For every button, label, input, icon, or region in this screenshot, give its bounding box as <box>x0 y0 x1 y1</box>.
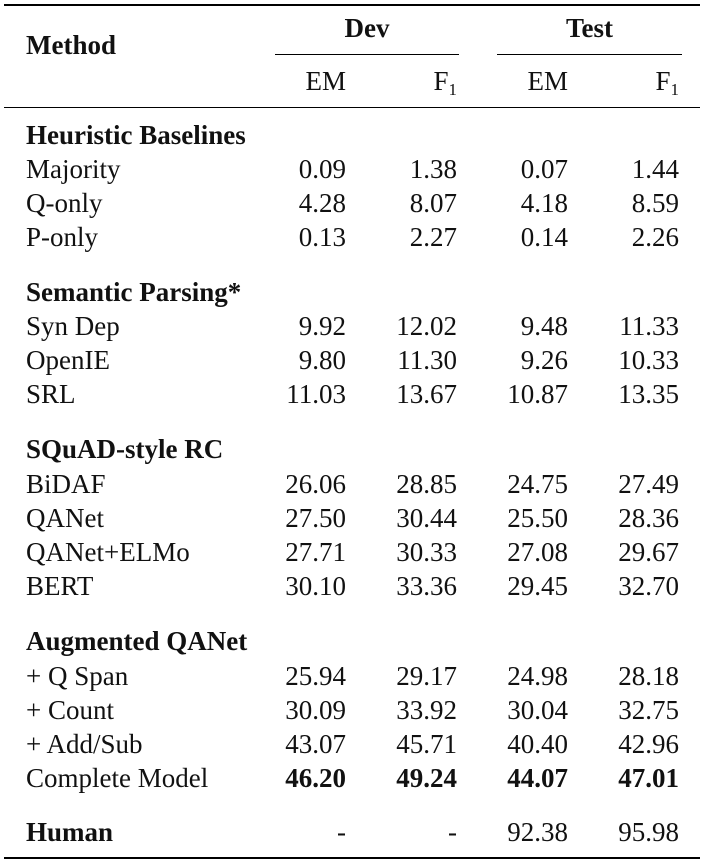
section-title: Augmented QANet <box>26 626 248 656</box>
test-f1-value: 13.35 <box>618 379 679 409</box>
row-name: + Count <box>26 695 114 725</box>
dev-f1-value: 2.27 <box>409 222 457 252</box>
f1-main: F <box>433 66 449 96</box>
dev-f1-value: - <box>448 817 457 847</box>
dev-f1-value: 13.67 <box>396 379 457 409</box>
dev-em-value: 43.07 <box>285 729 346 759</box>
dev-f1-value: 12.02 <box>396 311 457 341</box>
test-em-value: 92.38 <box>507 817 568 847</box>
row-name: Majority <box>26 154 121 184</box>
dev-em-value: 0.13 <box>298 222 346 252</box>
test-em-value: 24.75 <box>507 469 568 499</box>
row-name: QANet <box>26 503 104 533</box>
dev-underline <box>275 54 459 55</box>
section-title: Heuristic Baselines <box>26 120 246 150</box>
test-em-value: 27.08 <box>507 537 568 567</box>
test-f1-value: 42.96 <box>618 729 679 759</box>
test-em-value: 30.04 <box>507 695 568 725</box>
dev-em-value: 30.10 <box>285 571 346 601</box>
test-em-value: 10.87 <box>507 379 568 409</box>
row-name: + Add/Sub <box>26 729 143 759</box>
dev-em-value: 27.71 <box>285 537 346 567</box>
dev-f1-value: 11.30 <box>397 345 457 375</box>
test-em-header: EM <box>527 66 568 96</box>
dev-f1-header <box>361 64 457 107</box>
row-name: Q-only <box>26 188 103 218</box>
dev-f1-value: 1.38 <box>409 154 457 184</box>
dev-em-value: 9.80 <box>298 345 346 375</box>
dev-f1-value: 33.36 <box>396 571 457 601</box>
test-underline <box>497 54 682 55</box>
f1-subscript: 1 <box>670 80 679 99</box>
row-name: Syn Dep <box>26 311 120 341</box>
dev-em-value: 4.28 <box>298 188 346 218</box>
row-name: QANet+ELMo <box>26 537 190 567</box>
test-f1-value: 1.44 <box>631 154 679 184</box>
dev-f1-value: 45.71 <box>396 729 457 759</box>
dev-em-value: 11.03 <box>286 379 346 409</box>
test-f1-value: 47.01 <box>618 763 679 793</box>
test-f1-value: 27.49 <box>618 469 679 499</box>
dev-em-value: 27.50 <box>285 503 346 533</box>
bottom-rule <box>4 857 700 859</box>
row-name: OpenIE <box>26 345 110 375</box>
dev-f1-value: 30.44 <box>396 503 457 533</box>
dev-em-value: 30.09 <box>285 695 346 725</box>
row-name: Complete Model <box>26 763 209 793</box>
test-f1-value: 29.67 <box>618 537 679 567</box>
section-title: SQuAD-style RC <box>26 434 224 464</box>
test-em-value: 44.07 <box>507 763 568 793</box>
dev-em-value: 9.92 <box>298 311 346 341</box>
test-em-value: 9.48 <box>520 311 568 341</box>
test-f1-value: 28.18 <box>618 661 679 691</box>
test-em-value: 0.14 <box>520 222 568 252</box>
test-em-value: 0.07 <box>520 154 568 184</box>
row-name: BiDAF <box>26 469 106 499</box>
test-f1-value: 32.70 <box>618 571 679 601</box>
row-name: SRL <box>26 379 76 409</box>
test-f1-value: 11.33 <box>619 311 679 341</box>
f1-main: F <box>655 66 671 96</box>
dev-f1-value: 49.24 <box>396 763 457 793</box>
test-f1-value: 10.33 <box>618 345 679 375</box>
dev-f1-value: 33.92 <box>396 695 457 725</box>
test-em-value: 25.50 <box>507 503 568 533</box>
test-f1-value: 28.36 <box>618 503 679 533</box>
dev-em-value: - <box>337 817 346 847</box>
dev-f1-value: 30.33 <box>396 537 457 567</box>
dev-em-value: 46.20 <box>285 763 346 793</box>
header-rule <box>4 107 700 108</box>
test-header: Test <box>565 13 613 43</box>
top-rule <box>4 4 700 6</box>
human-row-name: Human <box>26 817 114 847</box>
dev-f1-value: 29.17 <box>396 661 457 691</box>
dev-em-value: 0.09 <box>298 154 346 184</box>
row-name: BERT <box>26 571 94 601</box>
dev-f1-value: 8.07 <box>409 188 457 218</box>
test-f1-value: 95.98 <box>618 817 679 847</box>
test-em-value: 24.98 <box>507 661 568 691</box>
test-f1-header <box>583 64 679 107</box>
test-em-value: 9.26 <box>520 345 568 375</box>
dev-em-header: EM <box>305 66 346 96</box>
test-em-value: 4.18 <box>520 188 568 218</box>
dev-header: Dev <box>344 13 390 43</box>
dev-em-value: 26.06 <box>285 469 346 499</box>
dev-em-value: 25.94 <box>285 661 346 691</box>
test-f1-value: 2.26 <box>631 222 679 252</box>
test-f1-value: 8.59 <box>631 188 679 218</box>
section-title: Semantic Parsing* <box>26 277 242 307</box>
f1-subscript: 1 <box>448 80 457 99</box>
test-em-value: 29.45 <box>507 571 568 601</box>
method-header: Method <box>26 30 116 60</box>
dev-f1-value: 28.85 <box>396 469 457 499</box>
test-f1-value: 32.75 <box>618 695 679 725</box>
row-name: P-only <box>26 222 99 252</box>
row-name: + Q Span <box>26 661 129 691</box>
test-em-value: 40.40 <box>507 729 568 759</box>
